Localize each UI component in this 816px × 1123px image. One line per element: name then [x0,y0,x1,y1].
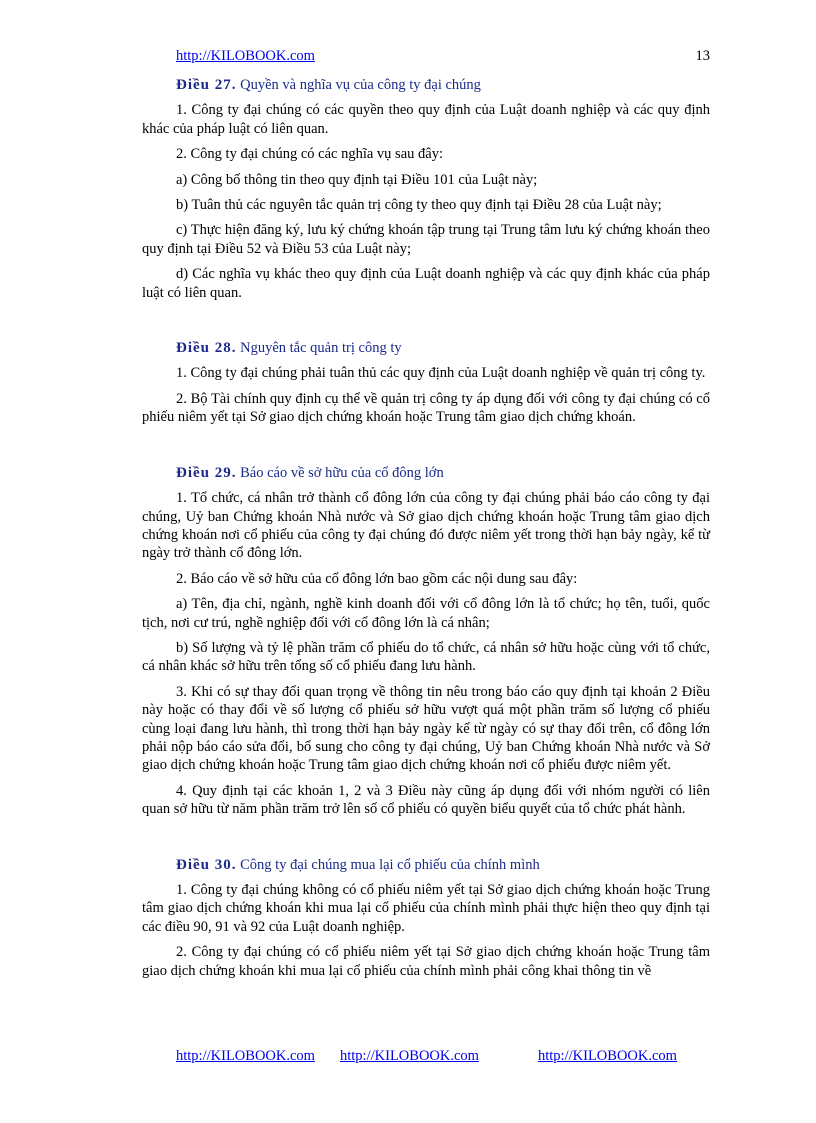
spacer [142,434,710,464]
spacer [142,826,710,856]
paragraph: 2. Công ty đại chúng có các nghĩa vụ sau đây: [176,146,443,163]
article-29 [142,464,710,819]
spacer [142,309,710,339]
article-number: Điều 27. [176,77,237,93]
paragraph: 1. Tổ chức, cá nhân trở thành cổ đông lớn của công ty đại chúng phải báo cáo công ty đại chúng, Uỷ ban Chứng khoán Nhà nước và Sở giao dịch chứng khoán hoặc Trung tâm giao dịch chứng khoán nơi cổ phiếu của công ty đại chúng đó được niêm yết trong thời hạn bảy ngày, kể từ ngày trở thành cổ đông lớn. [142,490,710,562]
paragraph: b) Tuân thủ các nguyên tắc quản trị công ty theo quy định tại Điều 28 của Luật này; [176,197,662,214]
paragraph: b) Số lượng và tỷ lệ phần trăm cổ phiếu do tổ chức, cá nhân sở hữu hoặc cùng với tổ chức, cá nhân khác sở hữu trên tổng số cổ phiếu đang lưu hành. [142,639,710,675]
footer-link[interactable]: http://KILOBOOK.com [340,1048,479,1064]
header-link[interactable]: http://KILOBOOK.com [176,48,315,64]
article-number: Điều 30. [176,856,237,873]
paragraph: d) Các nghĩa vụ khác theo quy định của Luật doanh nghiệp và các quy định khác của pháp luật có liên quan. [142,266,710,301]
article-heading [142,856,710,874]
paragraph: c) Thực hiện đăng ký, lưu ký chứng khoán tập trung tại Trung tâm lưu ký chứng khoán theo quy định tại Điều 52 và Điều 53 của Luật này; [142,222,710,257]
page-number: 13 [695,48,710,64]
paragraph: 1. Công ty đại chúng phải tuân thủ các quy định của Luật doanh nghiệp về quản trị công ty. [176,365,706,382]
article-heading [142,339,710,357]
article-title: Công ty đại chúng mua lại cổ phiếu của chính mình [240,856,540,873]
paragraph: 2. Báo cáo về sở hữu của cổ đông lớn bao gồm các nội dung sau đây: [176,570,578,587]
article-27 [142,76,710,302]
article-number: Điều 28. [176,340,237,357]
paragraph: a) Tên, địa chỉ, ngành, nghề kinh doanh đối với cổ đông lớn là tổ chức; họ tên, tuổi, quốc tịch, nơi cư trú, nghề nghiệp đối với cổ đông lớn là cá nhân; [142,596,710,631]
article-heading [142,76,710,94]
paragraph: 4. Quy định tại các khoản 1, 2 và 3 Điều này cũng áp dụng đối với nhóm người có liên quan sở hữu từ năm phần trăm trở lên số cổ phiếu có quyền biểu quyết của tổ chức phát hành. [142,782,710,818]
document-body [142,76,710,987]
article-title: Báo cáo về sở hữu của cổ đông lớn [240,464,444,481]
article-title: Nguyên tắc quản trị công ty [240,340,402,357]
article-title: Quyền và nghĩa vụ của công ty đại chúng [240,77,481,93]
paragraph: 3. Khi có sự thay đổi quan trọng về thông tin nêu trong báo cáo quy định tại khoản 2 Điều này hoặc có thay đổi về số lượng cổ phiếu sở hữu vượt quá một phần trăm số lượng cổ phiếu cùng loại đang lưu hành, thì trong thời hạn bảy ngày kể từ ngày có sự thay đổi trên, cổ đông lớn phải nộp báo cáo sửa đổi, bổ sung cho công ty đại chúng, Uỷ ban Chứng khoán Nhà nước và Sở giao dịch chứng khoán hoặc Trung tâm giao dịch chứng khoán nơi cổ phiếu được niêm yết. [142,683,710,774]
paragraph: a) Công bố thông tin theo quy định tại Điều 101 của Luật này; [176,171,538,188]
article-heading [142,464,710,482]
paragraph: 2. Công ty đại chúng có cổ phiếu niêm yết tại Sở giao dịch chứng khoán hoặc Trung tâm giao dịch chứng khoán khi mua lại cổ phiếu của chính mình phải công khai thông tin về [142,944,710,979]
page-header [176,48,710,68]
paragraph: 1. Công ty đại chúng không có cổ phiếu niêm yết tại Sở giao dịch chứng khoán hoặc Trung tâm giao dịch chứng khoán khi mua lại cổ phiếu của chính mình phải thực hiện theo quy định tại các điều 90, 91 và 92 của Luật doanh nghiệp. [142,882,710,935]
article-number: Điều 29. [176,464,237,481]
paragraph: 1. Công ty đại chúng có các quyền theo quy định của Luật doanh nghiệp và các quy định khác của pháp luật có liên quan. [142,102,710,137]
paragraph: 2. Bộ Tài chính quy định cụ thể về quản trị công ty áp dụng đối với công ty đại chúng có cổ phiếu niêm yết tại Sở giao dịch chứng khoán hoặc Trung tâm giao dịch chứng khoán. [142,390,710,426]
page-footer [176,1048,716,1068]
article-28 [142,339,710,427]
article-30 [142,856,710,980]
footer-link[interactable]: http://KILOBOOK.com [176,1048,315,1064]
footer-link[interactable]: http://KILOBOOK.com [538,1048,677,1064]
